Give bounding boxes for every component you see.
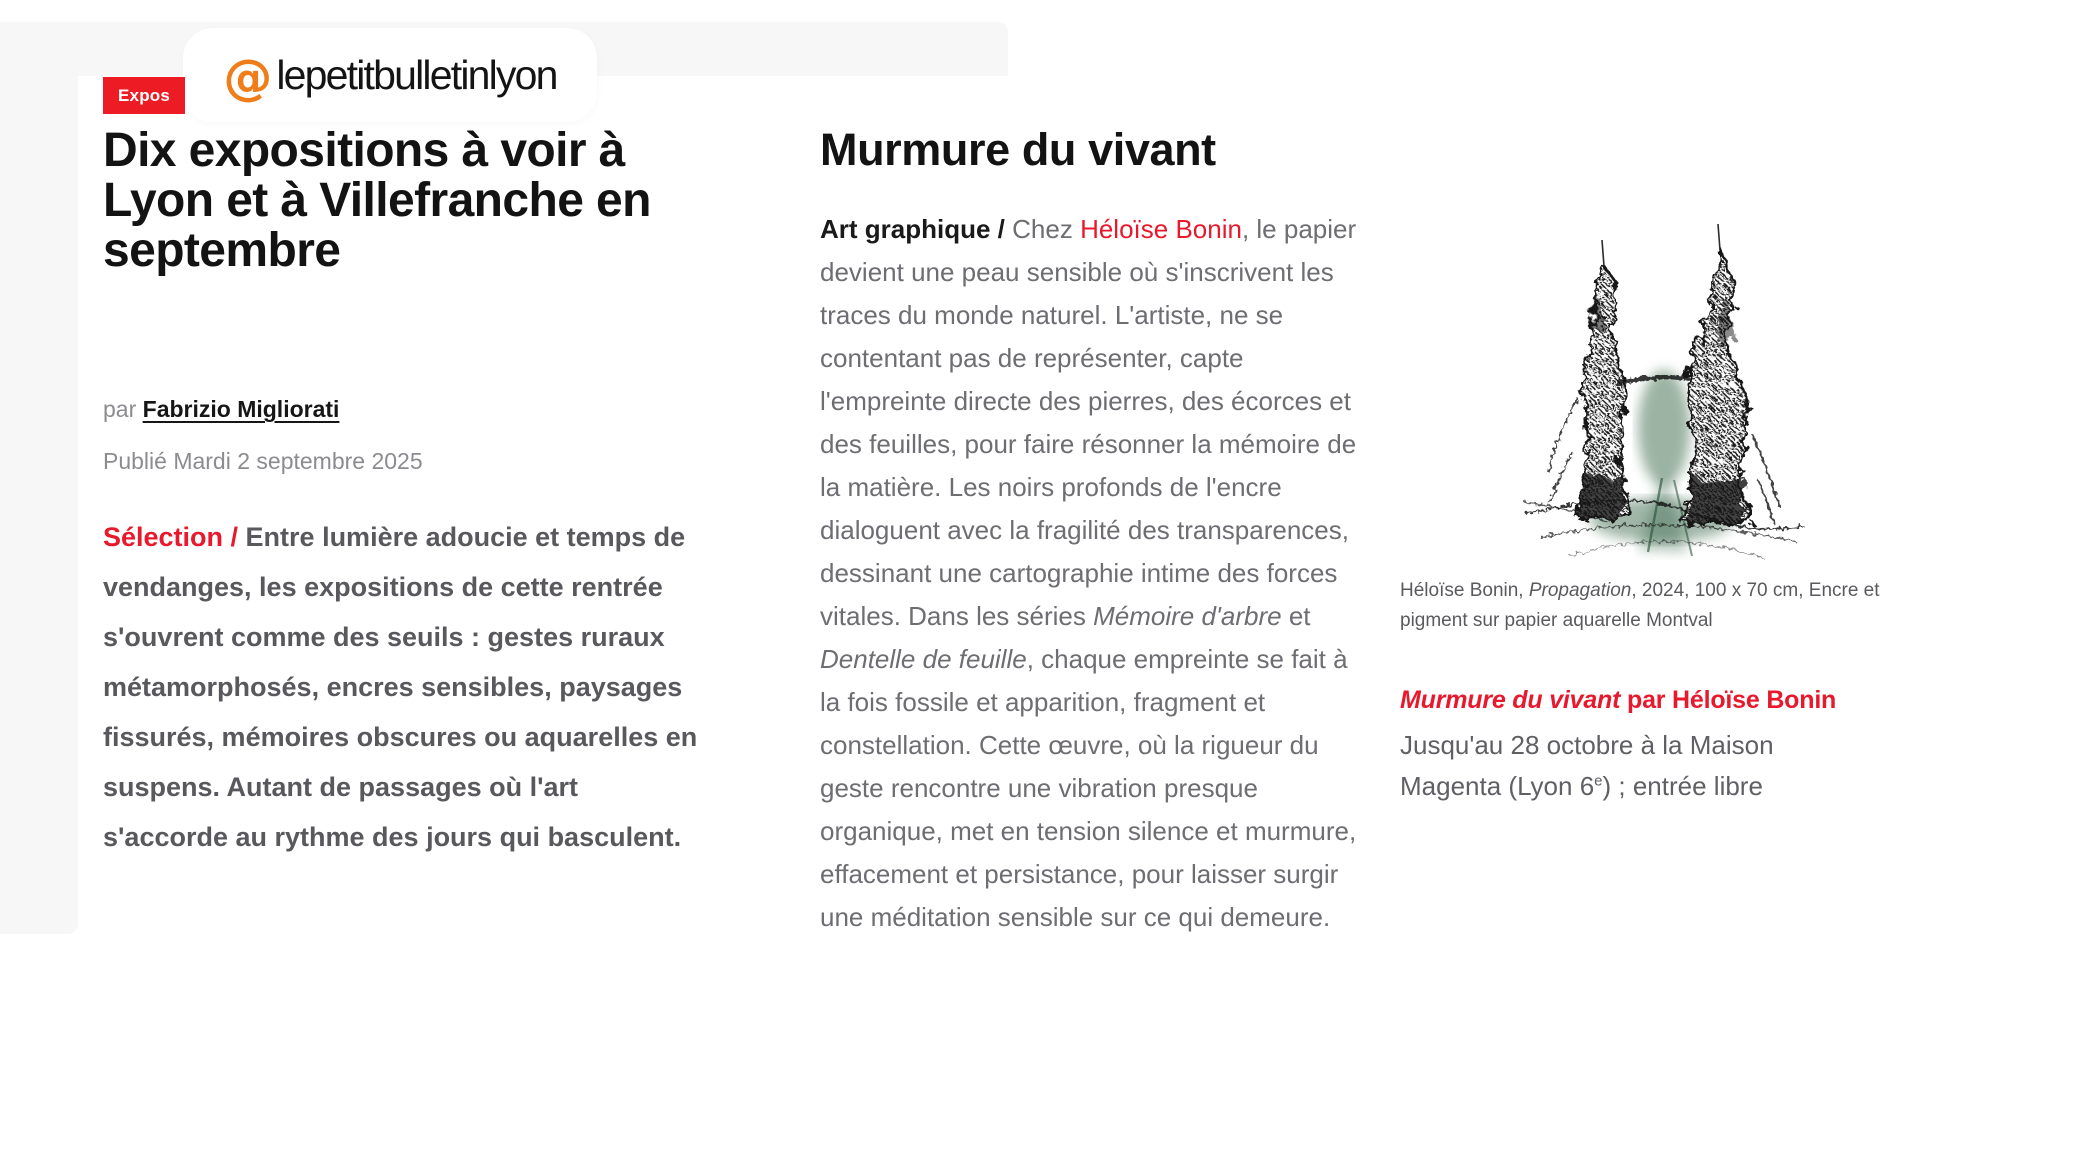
headline — [103, 126, 843, 276]
intro-paragraph — [103, 512, 703, 862]
byline — [103, 396, 339, 423]
category-badge[interactable]: Expos — [103, 77, 185, 114]
event-info-ordinal: e — [1594, 772, 1603, 790]
event-title — [1400, 686, 1880, 715]
headline-line: Lyon et à Villefranche en — [103, 174, 651, 227]
author-link[interactable]: Fabrizio Migliorati — [142, 396, 340, 422]
background-gutter — [0, 22, 78, 934]
event-title-artist: par Héloïse Bonin — [1620, 686, 1837, 714]
intro-label: Sélection / — [103, 522, 239, 552]
event-info — [1400, 725, 1880, 807]
headline-line: septembre — [103, 224, 341, 277]
headline-line: Dix expositions à voir à — [103, 124, 625, 177]
event-info-text: Jusqu'au 28 octobre à la Maison Magenta (Lyon 6 — [1400, 730, 1774, 801]
event-title-work: Murmure du vivant — [1400, 686, 1621, 714]
event-block — [1400, 686, 1880, 807]
logo-card — [183, 28, 597, 122]
article-text: Chez — [1004, 214, 1081, 244]
article-text: et — [1281, 601, 1311, 631]
intro-text: Entre lumière adoucie et temps de vendanges, les expositions de cette rentrée s'ouvrent comme des seuils : gestes ruraux métamorphosés, encres sensibles, paysages fissurés, mémoires obscures ou aquarelles en suspens. Autant de passages où l'art s'accorde au rythme des jours qui basculent. — [103, 522, 698, 852]
article-rubric: Art graphique / — [820, 214, 1005, 244]
artwork-image — [1512, 220, 1814, 568]
article-text: , le papier devient une peau sensible où s'inscrivent les traces du monde naturel. L'artiste, ne se contentant pas de représenter, capte l'empreinte directe des pierres, des écorces et des feuilles, pour faire résonner la mémoire de la matière. Les noirs profonds de l'encre dialoguent avec la fragilité des transparences, dessinant une cartographie intime des forces vitales. Dans les séries — [820, 214, 1357, 631]
caption-artist: Héloïse Bonin, — [1400, 580, 1529, 601]
event-title-link[interactable] — [1400, 686, 1836, 714]
caption-details: , 2024, 100 x 70 cm, Encre et pigment sur papier aquarelle Montval — [1400, 580, 1880, 631]
publish-date: Publié Mardi 2 septembre 2025 — [103, 448, 423, 474]
article-body — [820, 208, 1368, 939]
logo-handle: lepetitbulletinlyon — [276, 51, 557, 98]
byline-prefix: par — [103, 396, 143, 422]
series-title: Dentelle de feuille — [820, 644, 1027, 674]
series-title: Mémoire d'arbre — [1093, 601, 1282, 631]
artwork-caption — [1400, 576, 1905, 636]
at-icon: @ — [223, 48, 273, 106]
caption-work-title: Propagation — [1528, 580, 1632, 601]
artist-link[interactable]: Héloïse Bonin — [1080, 214, 1242, 244]
artwork-figure — [1512, 220, 1814, 568]
article-text: , chaque empreinte se fait à la fois fossile et apparition, fragment et constellation. Cette œuvre, où la rigueur du geste rencontre une vibration presque organique, met en tension silence et murmure, effacement et persistance, pour laisser surgir une méditation sensible sur ce qui demeure. — [820, 644, 1357, 932]
article-title: Murmure du vivant — [820, 124, 1216, 175]
event-info-text: ) ; entrée libre — [1602, 771, 1763, 801]
